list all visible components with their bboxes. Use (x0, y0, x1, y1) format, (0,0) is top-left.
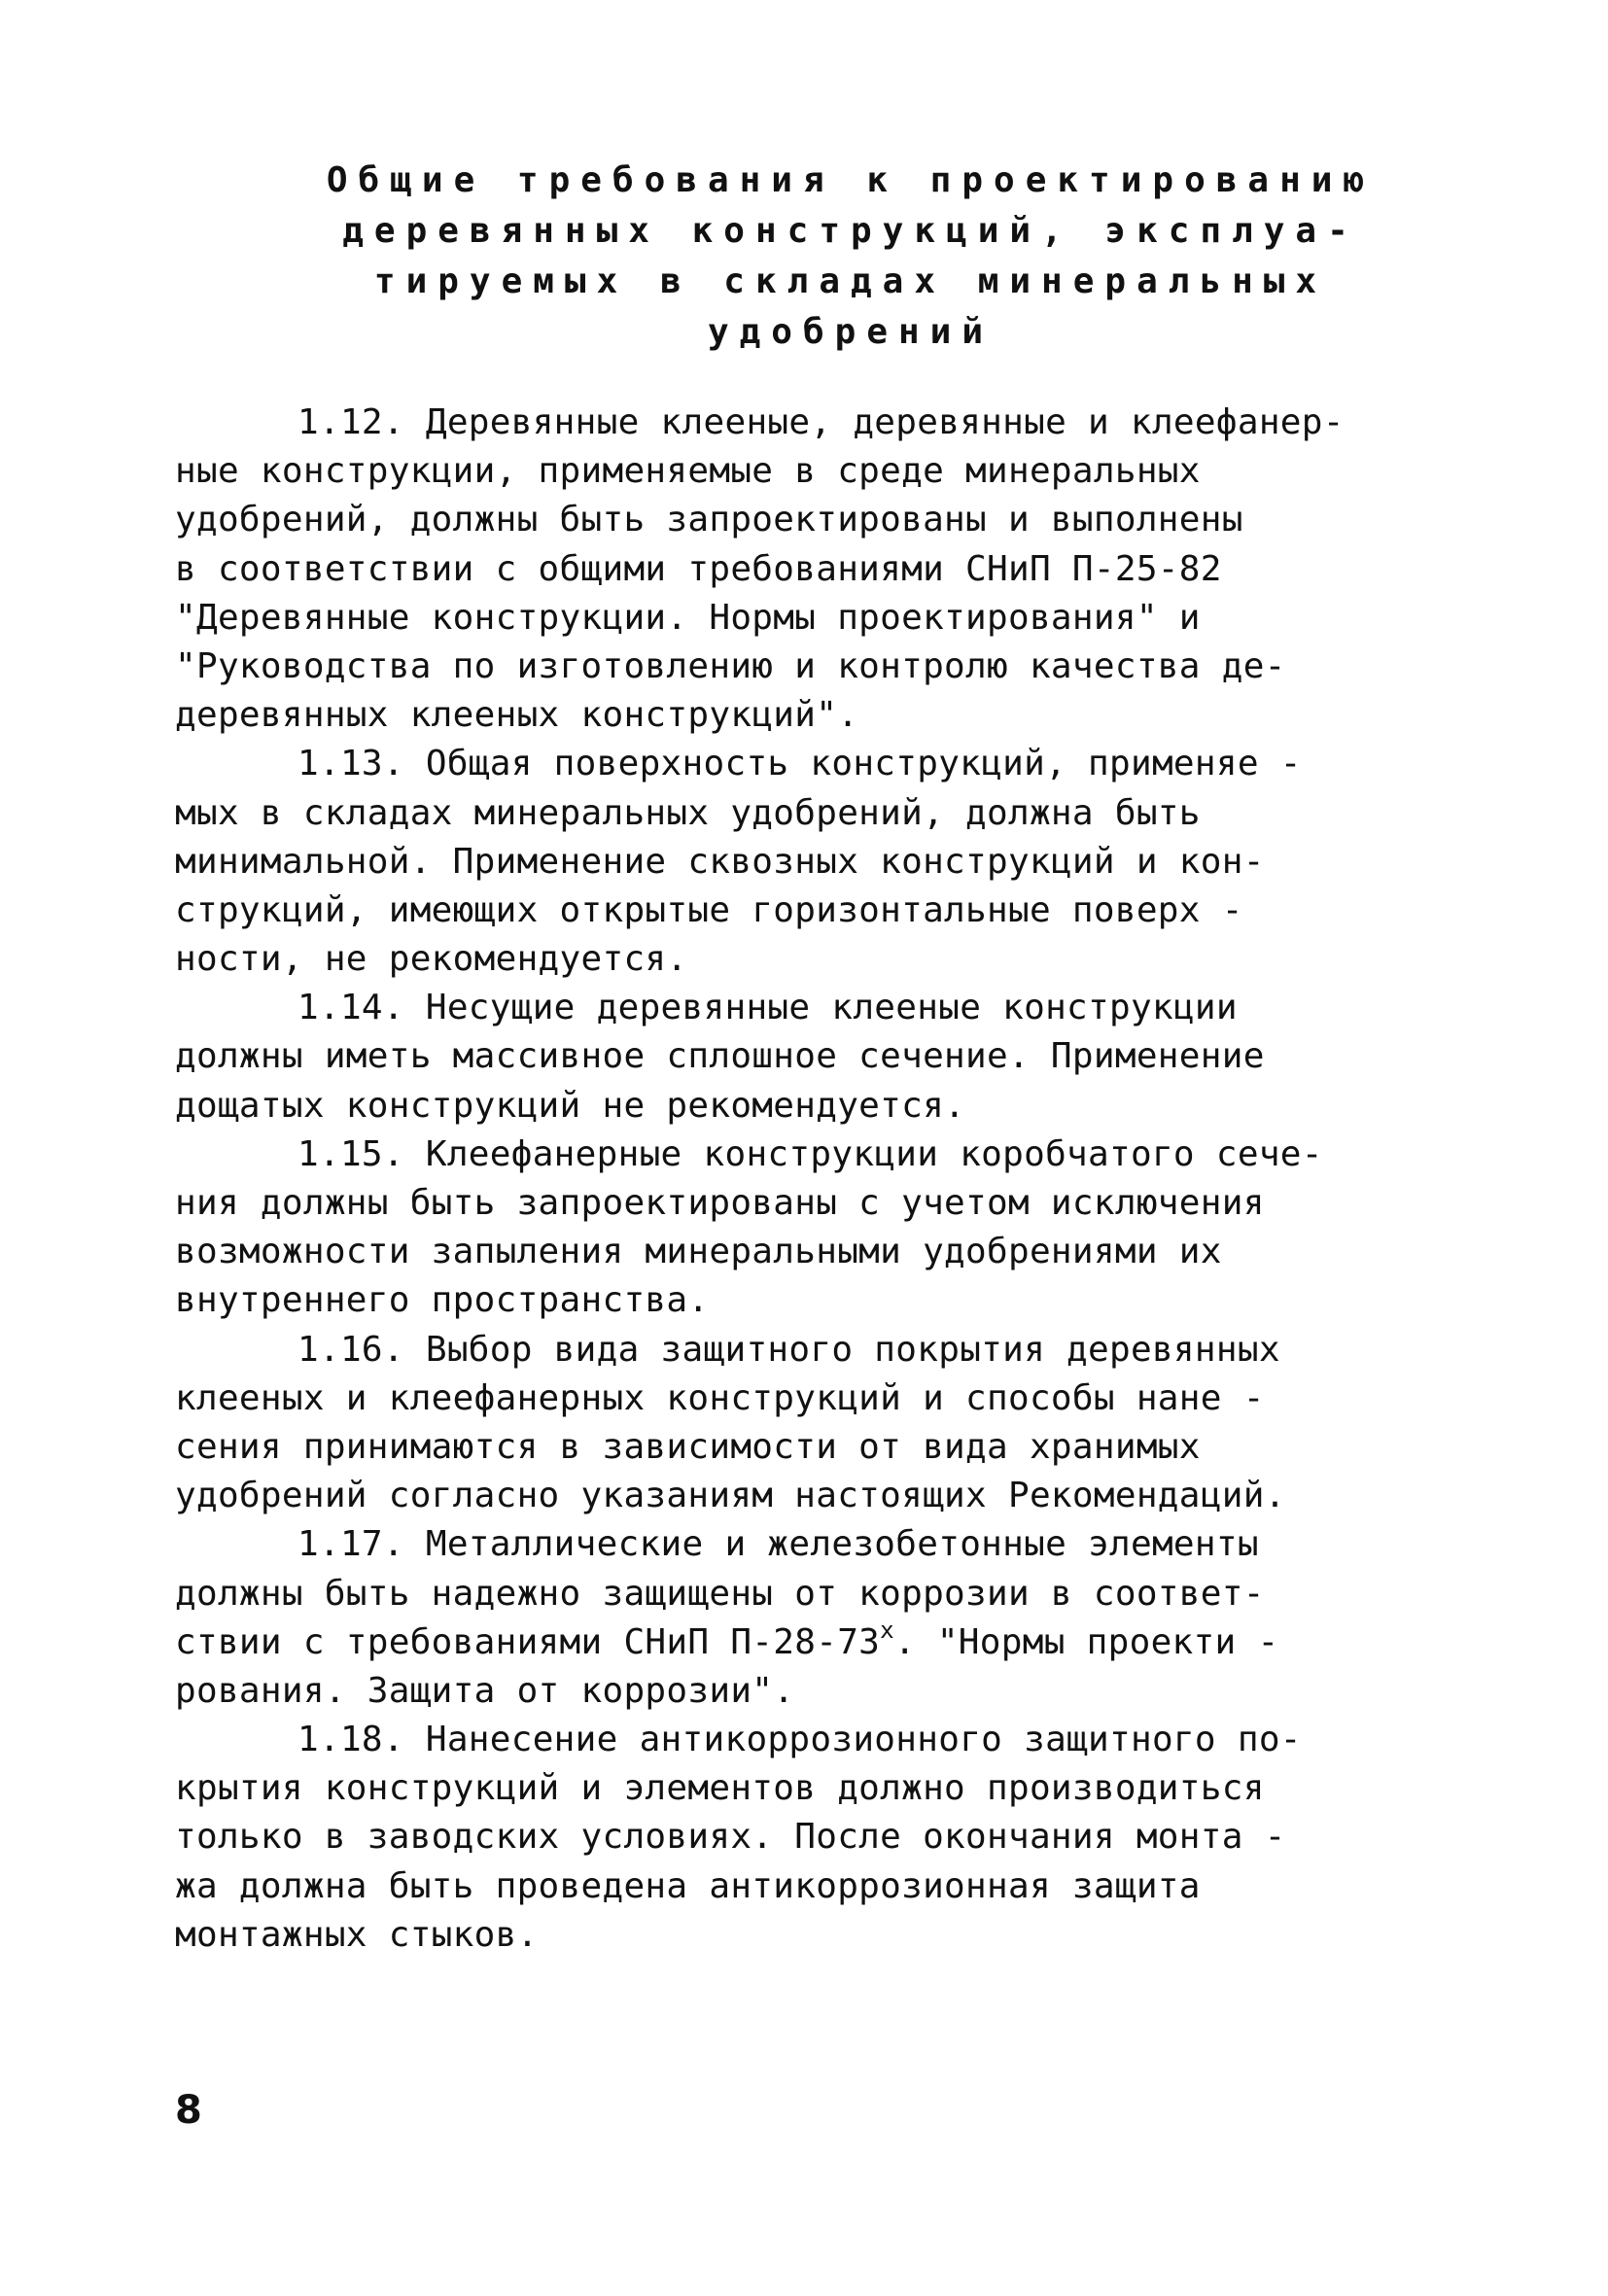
paragraph-start-line (175, 399, 1439, 447)
line-text: минимальной. Применение сквозных конструкций и кон- (175, 841, 1265, 882)
line-text: 1.18. Нанесение антикоррозионного защитного по- (297, 1720, 1302, 1760)
line-text: монтажных стыков. (175, 1914, 539, 1955)
line-text: удобрений, должны быть запроектированы и выполнены (175, 500, 1243, 540)
line-text: жа должна быть проведена антикоррозионная защита (175, 1865, 1201, 1906)
line-text: должны иметь массивное сплошное сечение. Применение (175, 1036, 1265, 1077)
line-text: струкций, имеющих открытые горизонтальные поверх - (175, 889, 1243, 930)
line-text: "Руководства по изготовлению и контролю качества де- (175, 645, 1286, 686)
line-text: ные конструкции, применяемые в среде минеральных (175, 451, 1201, 492)
heading-line: деревянных конструкций, эксплуа- (342, 211, 1359, 251)
text-line (175, 691, 1439, 740)
text-line (175, 1423, 1439, 1472)
line-text: 1.13. Общая поверхность конструкций, применяе - (297, 744, 1302, 784)
paragraph-start-line (175, 984, 1439, 1032)
line-text: удобрений согласно указаниям настоящих Рекомендаций. (175, 1476, 1286, 1516)
line-text: внутреннего пространства. (175, 1280, 710, 1321)
text-line (175, 789, 1439, 838)
text-line (175, 1228, 1439, 1276)
text-line (175, 1276, 1439, 1325)
text-line (175, 643, 1439, 691)
line-text: ния должны быть запроектированы с учетом исключения (175, 1183, 1265, 1223)
line-text: 1.12. Деревянные клееные, деревянные и клеефанер- (297, 402, 1345, 442)
line-text: 1.14. Несущие деревянные клееные конструкции (297, 988, 1238, 1028)
line-text: дощатых конструкций не рекомендуется. (175, 1085, 966, 1126)
page-number: 8 (175, 2088, 202, 2133)
heading-line: Общие требования к проектированию (326, 160, 1376, 200)
text-line (175, 1082, 1439, 1131)
paragraph-start-line (175, 1131, 1439, 1179)
line-text: ствии с требованиями СНиП П-28-73 (175, 1621, 881, 1662)
text-line (175, 496, 1439, 544)
line-text: клееных и клеефанерных конструкций и способы нане - (175, 1377, 1265, 1418)
paragraph-start-line (175, 1716, 1439, 1764)
line-text: крытия конструкций и элементов должно производиться (175, 1768, 1265, 1809)
text-line (175, 1032, 1439, 1081)
text-line (175, 1862, 1439, 1911)
text-line (175, 1570, 1439, 1618)
line-text: возможности запыления минеральными удобрениями их (175, 1232, 1222, 1272)
text-line (175, 935, 1439, 984)
paragraph-start-line (175, 1520, 1439, 1569)
line-text: только в заводских условиях. После окончания монта - (175, 1817, 1286, 1858)
line-text: деревянных клееных конструкций". (175, 695, 859, 736)
line-text: рования. Защита от коррозии". (175, 1670, 795, 1711)
text-line (175, 594, 1439, 643)
line-text: 1.17. Металлические и железобетонные элементы (297, 1524, 1259, 1565)
text-line (175, 1667, 1439, 1716)
line-text: 1.15. Клеефанерные конструкции коробчатого сече- (297, 1133, 1323, 1174)
text-line (175, 1472, 1439, 1520)
heading-line: удобрений (707, 312, 995, 352)
text-line (175, 887, 1439, 935)
text-line (175, 1374, 1439, 1423)
text-line (175, 1813, 1439, 1861)
paragraph-start-line (175, 740, 1439, 788)
section-heading (292, 156, 1410, 358)
superscript: х (880, 1616, 894, 1644)
text-line (175, 1179, 1439, 1228)
text-line (175, 545, 1439, 594)
heading-line: тируемых в складах минеральных (373, 261, 1328, 301)
text-line (175, 447, 1439, 496)
text-line (175, 1764, 1439, 1813)
line-text: сения принимаются в зависимости от вида хранимых (175, 1426, 1201, 1467)
text-line (175, 1618, 1439, 1667)
line-text: мых в складах минеральных удобрений, должна быть (175, 792, 1201, 833)
line-text: ности, не рекомендуется. (175, 939, 688, 980)
text-line (175, 838, 1439, 887)
text-line (175, 1911, 1439, 1960)
line-text: должны быть надежно защищены от коррозии в соответ- (175, 1573, 1265, 1614)
line-text: 1.16. Выбор вида защитного покрытия деревянных (297, 1329, 1280, 1370)
body-text (175, 399, 1439, 1960)
line-text: в соответствии с общими требованиями СНиП П-25-82 (175, 548, 1222, 589)
line-text-tail: . "Нормы проекти - (893, 1621, 1279, 1662)
line-text: "Деревянные конструкции. Нормы проектирования" и (175, 597, 1201, 638)
paragraph-start-line (175, 1326, 1439, 1374)
